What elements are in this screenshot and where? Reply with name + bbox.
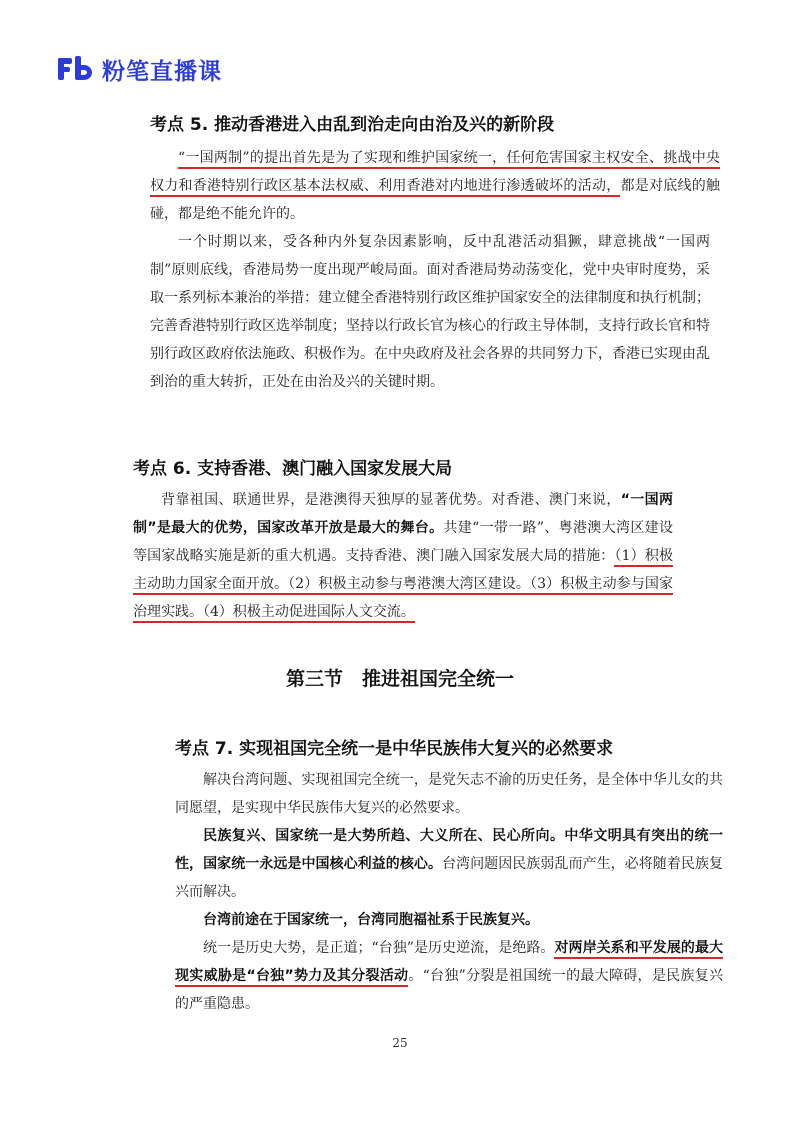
bold-text: 台湾前途在于国家统一，台湾同胞福祉系于民族复兴。 <box>203 912 539 928</box>
underlined-text: 挑战中央权力和香港特别行政区基本法权威、利用香港对内地进行渗透破坏的活动， <box>150 150 720 197</box>
bold-text: “一国两制”是最大的优势，国家改革开放是最大的舞台。 <box>133 492 674 536</box>
fb-logo-icon <box>58 55 94 83</box>
section7-paragraph-1: 解决台湾问题、实现祖国完全统一，是党矢志不渝的历史任务，是全体中华儿女的共同愿望，是实现中华民族伟大复兴的必然要求。 <box>175 772 723 816</box>
underlined-text: “一国两制”的提出首先是为了实现和维护国家统一，任何危害国家主权安全、 <box>178 150 663 169</box>
text-run: 都是对底线的触碰，都是绝不能允许的。 <box>150 178 721 222</box>
underlined-bold-text: 对两岸关系和平发展 <box>554 940 680 959</box>
brand-header <box>58 52 222 86</box>
section6-paragraph <box>133 486 673 626</box>
brand-name: 粉笔直播课 <box>102 58 222 85</box>
page-number: 25 <box>392 1036 408 1050</box>
text-run: 共建“一带一路”、粤港澳大湾区建设等国家战略实施是新的重大机遇。支持香港、澳门融入国家发展大局的措施： <box>133 520 673 564</box>
text-run: 。“台独”分裂是祖国统一的最大障碍，是民族复兴的严重隐患。 <box>175 968 723 1012</box>
section7-paragraph-4 <box>175 934 723 1018</box>
underlined-bold-text: 的最大现实威胁是“台独”势力及其分裂活动 <box>175 940 723 987</box>
text-run: 背靠祖国、联通世界，是港澳得天独厚的显著优势。对香港、澳门来说， <box>161 492 621 508</box>
section5-paragraph-2: 一个时期以来，受各种内外复杂因素影响，反中乱港活动猖獗，肆意挑战“一国两制”原则底线，香港局势一度出现严峻局面。面对香港局势动荡变化，党中央审时度势，采取一系列标本兼治的举措：建立健全香港特别行政区维护国家安全的法律制度和执行机制；完善香港特别行政区选举制度；坚持以行政长官为核心的行政主导体制，支持行政长官和特别行政区政府依法施政、积极作为。在中央政府及社会各界的共同努力下，香港已实现由乱到治的重大转折，正处在由治及兴的关键时期。 <box>150 234 710 390</box>
section7-paragraph-2 <box>175 822 723 906</box>
section7-paragraph-3 <box>175 906 723 934</box>
section5-paragraph-1 <box>150 144 720 228</box>
section7-heading: 考点 7. 实现祖国完全统一是中华民族伟大复兴的必然要求 <box>175 739 614 759</box>
section-title: 第三节 推进祖国完全统一 <box>285 668 514 690</box>
text-run: 统一是历史大势，是正道；“台独”是历史逆流，是绝路。 <box>203 940 555 956</box>
underlined-text: 动参与国家治理实践。（4）积极主动促进国际人文交流。 <box>133 576 673 623</box>
section5-heading: 考点 5. 推动香港进入由乱到治走向由治及兴的新阶段 <box>150 115 555 135</box>
section6-heading: 考点 6. 支持香港、澳门融入国家发展大局 <box>133 459 453 479</box>
bold-text: 民族复兴、国家统一是大势所趋、大义所在、民心所向。中华文明具有突出的统一性，国家统一永远是中国核心利益的核心。 <box>175 828 723 872</box>
text-run: 台湾问题因民族弱乱而产生，必将随着民族复兴而解决。 <box>175 856 723 900</box>
underlined-text: （1）积极主动助力国家全面开放。（2）积极主动参与粤港澳大湾区建设。（3）积极主 <box>133 548 673 595</box>
